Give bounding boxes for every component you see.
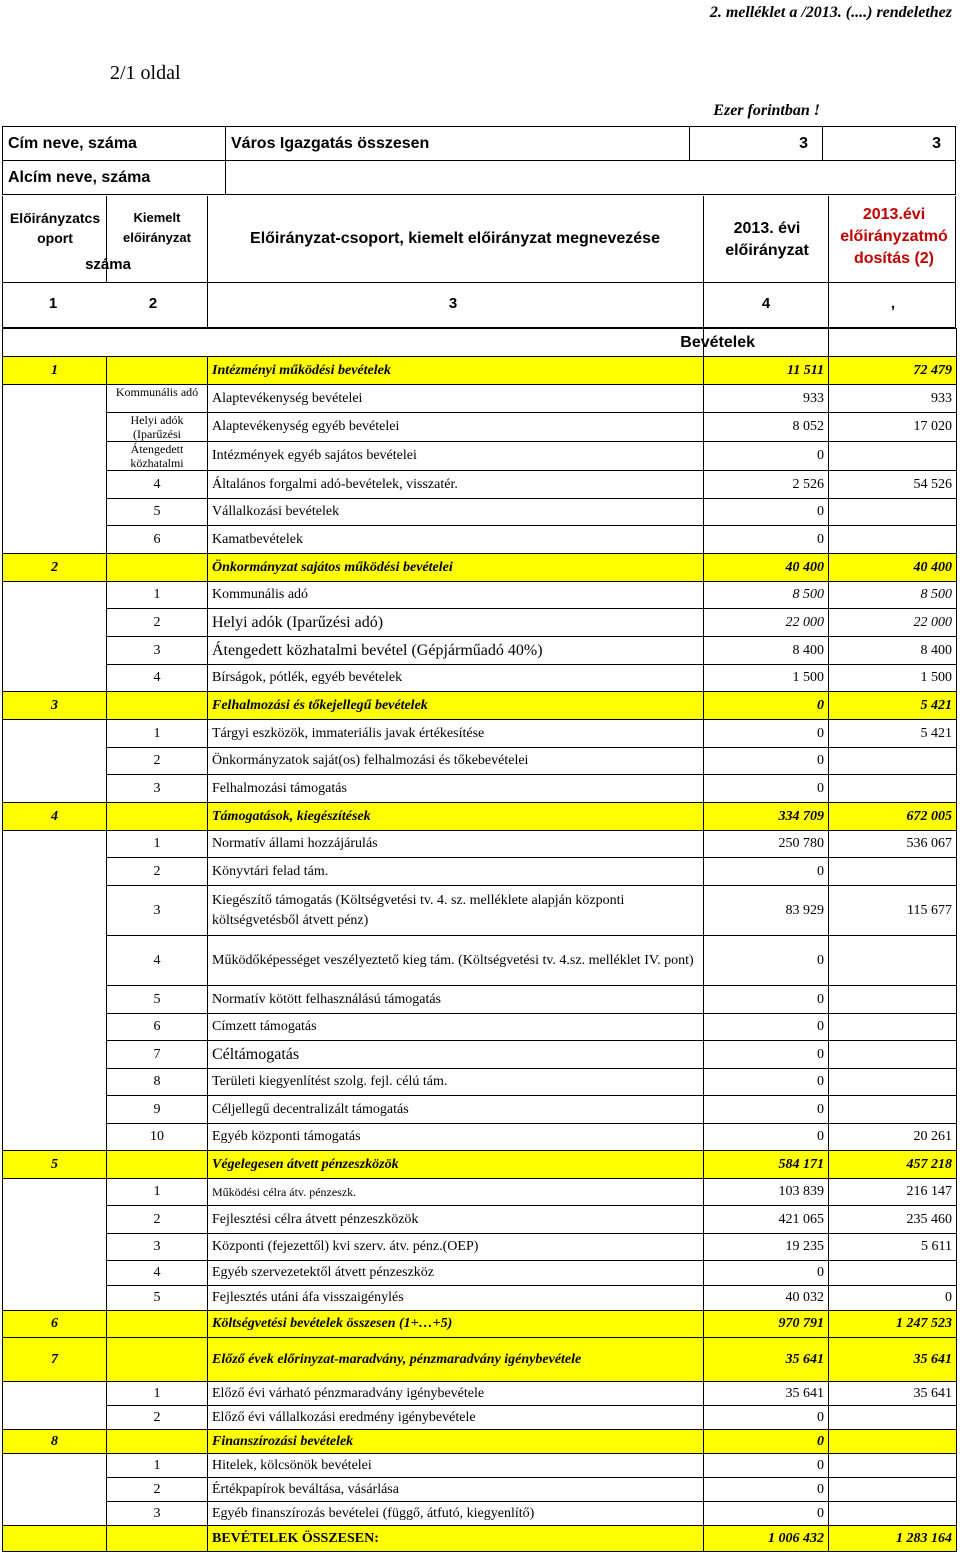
group-number — [3, 1041, 107, 1069]
item-row — [3, 1406, 957, 1430]
item-number — [107, 692, 208, 720]
item-number: 4 — [107, 471, 208, 499]
item-row — [3, 499, 957, 526]
modified-value: 8 500 — [829, 582, 957, 609]
item-row — [3, 413, 957, 442]
col-index-4: 4 — [761, 295, 771, 312]
item-name: Egyéb központi támogatás — [208, 1124, 704, 1151]
item-name: Költségvetési bevételek összesen (1+…+5) — [208, 1311, 704, 1338]
budget-value: 1 500 — [704, 665, 829, 692]
budget-value: 40 400 — [704, 554, 829, 582]
item-name: Központi (fejezettől) kvi szerv. átv. pénz.(OEP) — [208, 1234, 704, 1261]
col-modification-header: 2013.évi előirányzatmó dosítás (2) — [840, 206, 948, 267]
item-name: Előző évi vállalkozási eredmény igénybevétele — [208, 1406, 704, 1430]
page-subtitle: 2/1 oldal — [110, 62, 181, 84]
item-row — [3, 1014, 957, 1041]
item-row — [3, 1041, 957, 1069]
item-number: 4 — [107, 936, 208, 986]
modified-value: 17 020 — [829, 413, 957, 442]
item-row — [3, 526, 957, 554]
col-budget-header: 2013. évi előirányzat — [725, 220, 809, 259]
title-row — [3, 127, 956, 161]
group-number — [3, 1502, 107, 1526]
budget-value: 933 — [704, 385, 829, 413]
modified-value: 457 218 — [829, 1151, 957, 1179]
col-index-2: 2 — [148, 295, 158, 312]
group-number — [3, 637, 107, 665]
section-spacer — [107, 329, 208, 357]
revenue-table — [2, 328, 957, 1552]
modified-value: 1 247 523 — [829, 1311, 957, 1338]
modified-value: 5 611 — [829, 1234, 957, 1261]
item-name: Tárgyi eszközök, immateriális javak értékesítése — [208, 720, 704, 748]
budget-value: 0 — [704, 1478, 829, 1502]
item-row — [3, 1478, 957, 1502]
item-name: Céltámogatás — [208, 1041, 704, 1069]
modified-value — [829, 1454, 957, 1478]
section-title — [208, 329, 755, 357]
group-number — [3, 1206, 107, 1234]
divider — [828, 196, 829, 328]
alcim-value — [226, 161, 956, 195]
item-number: 5 — [107, 986, 208, 1014]
modified-value: 1 500 — [829, 665, 957, 692]
item-number: 5 — [107, 499, 208, 526]
item-number — [107, 357, 208, 385]
group-number — [3, 1478, 107, 1502]
budget-value: 0 — [704, 1014, 829, 1041]
unit-note: Ezer forintban ! — [713, 102, 820, 119]
item-number — [107, 1311, 208, 1338]
item-name: Előző évek előrinyzat-maradvány, pénzmaradvány igénybevétele — [208, 1338, 704, 1382]
modified-value — [829, 1502, 957, 1526]
group-number — [3, 986, 107, 1014]
item-name: Fejlesztés utáni áfa visszaigénylés — [208, 1286, 704, 1311]
item-number: 3 — [107, 1234, 208, 1261]
item-name: Területi kiegyenlítést szolg. fejl. célú tám. — [208, 1069, 704, 1096]
item-number — [107, 1430, 208, 1454]
item-number: 2 — [107, 1206, 208, 1234]
group-number: 5 — [3, 1151, 107, 1179]
modified-value: 235 460 — [829, 1206, 957, 1234]
item-name: Értékpapírok beváltása, vásárlása — [208, 1478, 704, 1502]
group-row — [3, 692, 957, 720]
budget-value: 0 — [704, 986, 829, 1014]
group-number — [3, 1454, 107, 1478]
item-number: 2 — [107, 858, 208, 886]
annex-reference: 2. melléklet a /2013. (....) rendelethez — [709, 4, 952, 21]
item-number: 3 — [107, 886, 208, 936]
group-number — [3, 1096, 107, 1124]
modified-value — [829, 1430, 957, 1454]
item-row — [3, 886, 957, 936]
col-item-header: Kiemelt előirányzat — [123, 210, 191, 245]
item-row — [3, 936, 957, 986]
item-name: Önkormányzat sajátos működési bevételei — [208, 554, 704, 582]
item-number: 1 — [107, 831, 208, 858]
group-row — [3, 1430, 957, 1454]
hatch-cell — [3, 1526, 107, 1552]
item-name: Intézményi működési bevételek — [208, 357, 704, 385]
group-number — [3, 1124, 107, 1151]
item-row — [3, 1206, 957, 1234]
item-row — [3, 1454, 957, 1478]
group-number — [3, 1179, 107, 1206]
total-row — [3, 1526, 957, 1552]
modified-value: 72 479 — [829, 357, 957, 385]
modified-value: 216 147 — [829, 1179, 957, 1206]
cim-label: Cím neve, száma — [3, 127, 226, 161]
item-number — [107, 554, 208, 582]
modified-value: 115 677 — [829, 886, 957, 936]
budget-value: 0 — [704, 526, 829, 554]
budget-value: 0 — [704, 858, 829, 886]
item-name: Intézmények egyéb sajátos bevételei — [208, 442, 704, 471]
budget-value: 35 641 — [704, 1382, 829, 1406]
divider — [703, 196, 704, 328]
group-number: 3 — [3, 692, 107, 720]
item-row — [3, 471, 957, 499]
modified-value — [829, 748, 957, 775]
col-index-3: 3 — [448, 295, 458, 312]
total-modified: 1 283 164 — [829, 1526, 957, 1552]
item-name: Támogatások, kiegészítések — [208, 803, 704, 831]
group-number: 6 — [3, 1311, 107, 1338]
item-name: Céljellegű decentralizált támogatás — [208, 1096, 704, 1124]
budget-value: 0 — [704, 442, 829, 471]
item-name: Felhalmozási támogatás — [208, 775, 704, 803]
item-name: Kiegészítő támogatás (Költségvetési tv. 4. sz. melléklete alapján központi költségvetésből átvett pénz) — [208, 886, 704, 936]
total-budget: 1 006 432 — [704, 1526, 829, 1552]
modified-value — [829, 986, 957, 1014]
item-number: 3 — [107, 1502, 208, 1526]
group-number — [3, 1406, 107, 1430]
budget-value: 0 — [704, 1502, 829, 1526]
title-table — [2, 126, 956, 195]
item-row — [3, 720, 957, 748]
cim-number-1: 3 — [690, 127, 823, 161]
budget-value: 584 171 — [704, 1151, 829, 1179]
item-number — [107, 803, 208, 831]
item-number: 1 — [107, 1454, 208, 1478]
modified-value: 20 261 — [829, 1124, 957, 1151]
group-number — [3, 1261, 107, 1286]
modified-value — [829, 1261, 957, 1286]
modified-value: 536 067 — [829, 831, 957, 858]
modified-value: 54 526 — [829, 471, 957, 499]
item-row — [3, 1179, 957, 1206]
divider — [207, 196, 208, 328]
modified-value: 0 — [829, 1286, 957, 1311]
alcim-row — [3, 161, 956, 195]
group-number — [3, 499, 107, 526]
item-number: 1 — [107, 720, 208, 748]
item-number: 8 — [107, 1069, 208, 1096]
item-number: 10 — [107, 1124, 208, 1151]
item-name: Átengedett közhatalmi bevétel (Gépjárműadó 40%) — [208, 637, 704, 665]
group-number — [3, 526, 107, 554]
group-number — [3, 1014, 107, 1041]
group-number — [3, 720, 107, 748]
group-number — [3, 858, 107, 886]
modified-value: 35 641 — [829, 1382, 957, 1406]
item-name: Kommunális adó — [208, 582, 704, 609]
budget-value: 0 — [704, 1261, 829, 1286]
divider — [3, 282, 955, 283]
group-row — [3, 1338, 957, 1382]
item-number: 4 — [107, 665, 208, 692]
budget-value: 83 929 — [704, 886, 829, 936]
item-name: Kamatbevételek — [208, 526, 704, 554]
modified-value: 22 000 — [829, 609, 957, 637]
group-number: 2 — [3, 554, 107, 582]
budget-value: 0 — [704, 1041, 829, 1069]
group-number — [3, 665, 107, 692]
item-row — [3, 1124, 957, 1151]
budget-value: 334 709 — [704, 803, 829, 831]
item-number: Átengedett közhatalmi — [107, 442, 208, 471]
col-index-1: 1 — [48, 295, 58, 312]
budget-value: 8 500 — [704, 582, 829, 609]
item-name: Egyéb szervezetektől átvett pénzeszköz — [208, 1261, 704, 1286]
item-row — [3, 1096, 957, 1124]
budget-value: 103 839 — [704, 1179, 829, 1206]
budget-value: 8 400 — [704, 637, 829, 665]
item-row — [3, 1502, 957, 1526]
item-row — [3, 775, 957, 803]
item-name: Hitelek, kölcsönök bevételei — [208, 1454, 704, 1478]
item-row — [3, 1286, 957, 1311]
budget-value: 970 791 — [704, 1311, 829, 1338]
modified-value — [829, 858, 957, 886]
group-number — [3, 748, 107, 775]
budget-value: 0 — [704, 1454, 829, 1478]
modified-value — [829, 442, 957, 471]
item-row — [3, 1261, 957, 1286]
item-name: Vállalkozási bevételek — [208, 499, 704, 526]
item-name: Felhalmozási és tőkejellegű bevételek — [208, 692, 704, 720]
col-number-label: száma — [85, 256, 131, 273]
budget-value: 0 — [704, 1406, 829, 1430]
item-name: Működési célra átv. pénzeszk. — [208, 1179, 704, 1206]
modified-value — [829, 1478, 957, 1502]
group-number — [3, 609, 107, 637]
modified-value: 8 400 — [829, 637, 957, 665]
group-number — [3, 775, 107, 803]
group-number — [3, 936, 107, 986]
item-number: 7 — [107, 1041, 208, 1069]
modified-value — [829, 526, 957, 554]
item-name: Egyéb finanszírozás bevételei (függő, átfutó, kiegyenlítő) — [208, 1502, 704, 1526]
group-row — [3, 357, 957, 385]
budget-value: 22 000 — [704, 609, 829, 637]
item-row — [3, 1069, 957, 1096]
modified-value: 5 421 — [829, 720, 957, 748]
cim-number-2: 3 — [823, 127, 956, 161]
group-number — [3, 1234, 107, 1261]
group-number — [3, 385, 107, 413]
group-number — [3, 471, 107, 499]
col-group-header: Előirányzatcs oport — [9, 210, 101, 246]
modified-value — [829, 1069, 957, 1096]
modified-value — [829, 1096, 957, 1124]
group-number: 4 — [3, 803, 107, 831]
item-number: 6 — [107, 1014, 208, 1041]
group-number: 1 — [3, 357, 107, 385]
item-number: 1 — [107, 582, 208, 609]
total-label: BEVÉTELEK ÖSSZESEN: — [208, 1526, 704, 1552]
section-spacer — [829, 329, 957, 357]
modified-value: 40 400 — [829, 554, 957, 582]
budget-value: 0 — [704, 1430, 829, 1454]
budget-value: 250 780 — [704, 831, 829, 858]
group-number — [3, 1382, 107, 1406]
col-name-header: Előirányzat-csoport, kiemelt előirányzat megnevezése — [250, 230, 660, 247]
item-row — [3, 831, 957, 858]
item-number — [107, 1151, 208, 1179]
group-row — [3, 1311, 957, 1338]
item-number: Kommunális adó — [107, 385, 208, 413]
item-number: 3 — [107, 775, 208, 803]
column-header — [2, 196, 956, 328]
item-row — [3, 748, 957, 775]
item-row — [3, 986, 957, 1014]
group-number — [3, 413, 107, 442]
item-number: 4 — [107, 1261, 208, 1286]
group-row — [3, 554, 957, 582]
item-number: 9 — [107, 1096, 208, 1124]
item-row — [3, 609, 957, 637]
item-number: 2 — [107, 1478, 208, 1502]
budget-value: 0 — [704, 1096, 829, 1124]
group-number — [3, 1069, 107, 1096]
item-name: Működőképességet veszélyeztető kieg tám. (Költségvetési tv. 4.sz. melléklet IV. pont) — [208, 936, 704, 986]
budget-value: 11 511 — [704, 357, 829, 385]
group-row — [3, 803, 957, 831]
item-name: Fejlesztési célra átvett pénzeszközök — [208, 1206, 704, 1234]
item-row — [3, 442, 957, 471]
modified-value — [829, 1406, 957, 1430]
budget-value: 19 235 — [704, 1234, 829, 1261]
modified-value: 35 641 — [829, 1338, 957, 1382]
item-name: Címzett támogatás — [208, 1014, 704, 1041]
item-number — [107, 1338, 208, 1382]
budget-value: 0 — [704, 748, 829, 775]
item-number: 2 — [107, 748, 208, 775]
hatch-cell — [107, 1526, 208, 1552]
modified-value — [829, 499, 957, 526]
budget-value: 0 — [704, 1069, 829, 1096]
budget-value: 2 526 — [704, 471, 829, 499]
item-row — [3, 665, 957, 692]
item-number: 1 — [107, 1179, 208, 1206]
item-number: 2 — [107, 1406, 208, 1430]
item-row — [3, 858, 957, 886]
item-number: 1 — [107, 1382, 208, 1406]
group-number: 8 — [3, 1430, 107, 1454]
col-index-5: , — [890, 295, 896, 312]
group-number — [3, 582, 107, 609]
item-number: 3 — [107, 637, 208, 665]
item-number: Helyi adók (Iparűzési — [107, 413, 208, 442]
item-number: 6 — [107, 526, 208, 554]
group-number: 7 — [3, 1338, 107, 1382]
item-name: Normatív állami hozzájárulás — [208, 831, 704, 858]
section-spacer — [3, 329, 107, 357]
item-name: Helyi adók (Iparűzési adó) — [208, 609, 704, 637]
budget-value: 0 — [704, 775, 829, 803]
item-row — [3, 1382, 957, 1406]
section-row — [3, 329, 957, 357]
item-name: Könyvtári felad tám. — [208, 858, 704, 886]
modified-value: 672 005 — [829, 803, 957, 831]
group-row — [3, 1151, 957, 1179]
modified-value: 5 421 — [829, 692, 957, 720]
budget-value: 0 — [704, 692, 829, 720]
item-name: Előző évi várható pénzmaradvány igénybevétele — [208, 1382, 704, 1406]
alcim-label: Alcím neve, száma — [3, 161, 226, 195]
item-row — [3, 637, 957, 665]
cim-value: Város Igazgatás összesen — [226, 127, 690, 161]
item-row — [3, 385, 957, 413]
item-row — [3, 1234, 957, 1261]
group-number — [3, 886, 107, 936]
group-number — [3, 1286, 107, 1311]
budget-value: 40 032 — [704, 1286, 829, 1311]
budget-value: 0 — [704, 720, 829, 748]
item-row — [3, 582, 957, 609]
budget-value: 8 052 — [704, 413, 829, 442]
item-name: Alaptevékenység bevételei — [208, 385, 704, 413]
modified-value: 933 — [829, 385, 957, 413]
section-title-text: Bevételek — [680, 333, 755, 351]
group-number — [3, 831, 107, 858]
item-name: Végelegesen átvett pénzeszközök — [208, 1151, 704, 1179]
item-name: Alaptevékenység egyéb bevételei — [208, 413, 704, 442]
budget-value: 0 — [704, 499, 829, 526]
group-number — [3, 442, 107, 471]
item-name: Normatív kötött felhasználású támogatás — [208, 986, 704, 1014]
modified-value — [829, 1014, 957, 1041]
item-name: Bírságok, pótlék, egyéb bevételek — [208, 665, 704, 692]
budget-value: 421 065 — [704, 1206, 829, 1234]
budget-value: 0 — [704, 936, 829, 986]
budget-value: 35 641 — [704, 1338, 829, 1382]
item-name: Általános forgalmi adó-bevételek, visszatér. — [208, 471, 704, 499]
item-number: 5 — [107, 1286, 208, 1311]
modified-value — [829, 1041, 957, 1069]
item-name: Önkormányzatok saját(os) felhalmozási és tőkebevételei — [208, 748, 704, 775]
modified-value — [829, 775, 957, 803]
budget-value: 0 — [704, 1124, 829, 1151]
modified-value — [829, 936, 957, 986]
item-name: Finanszírozási bevételek — [208, 1430, 704, 1454]
item-number: 2 — [107, 609, 208, 637]
